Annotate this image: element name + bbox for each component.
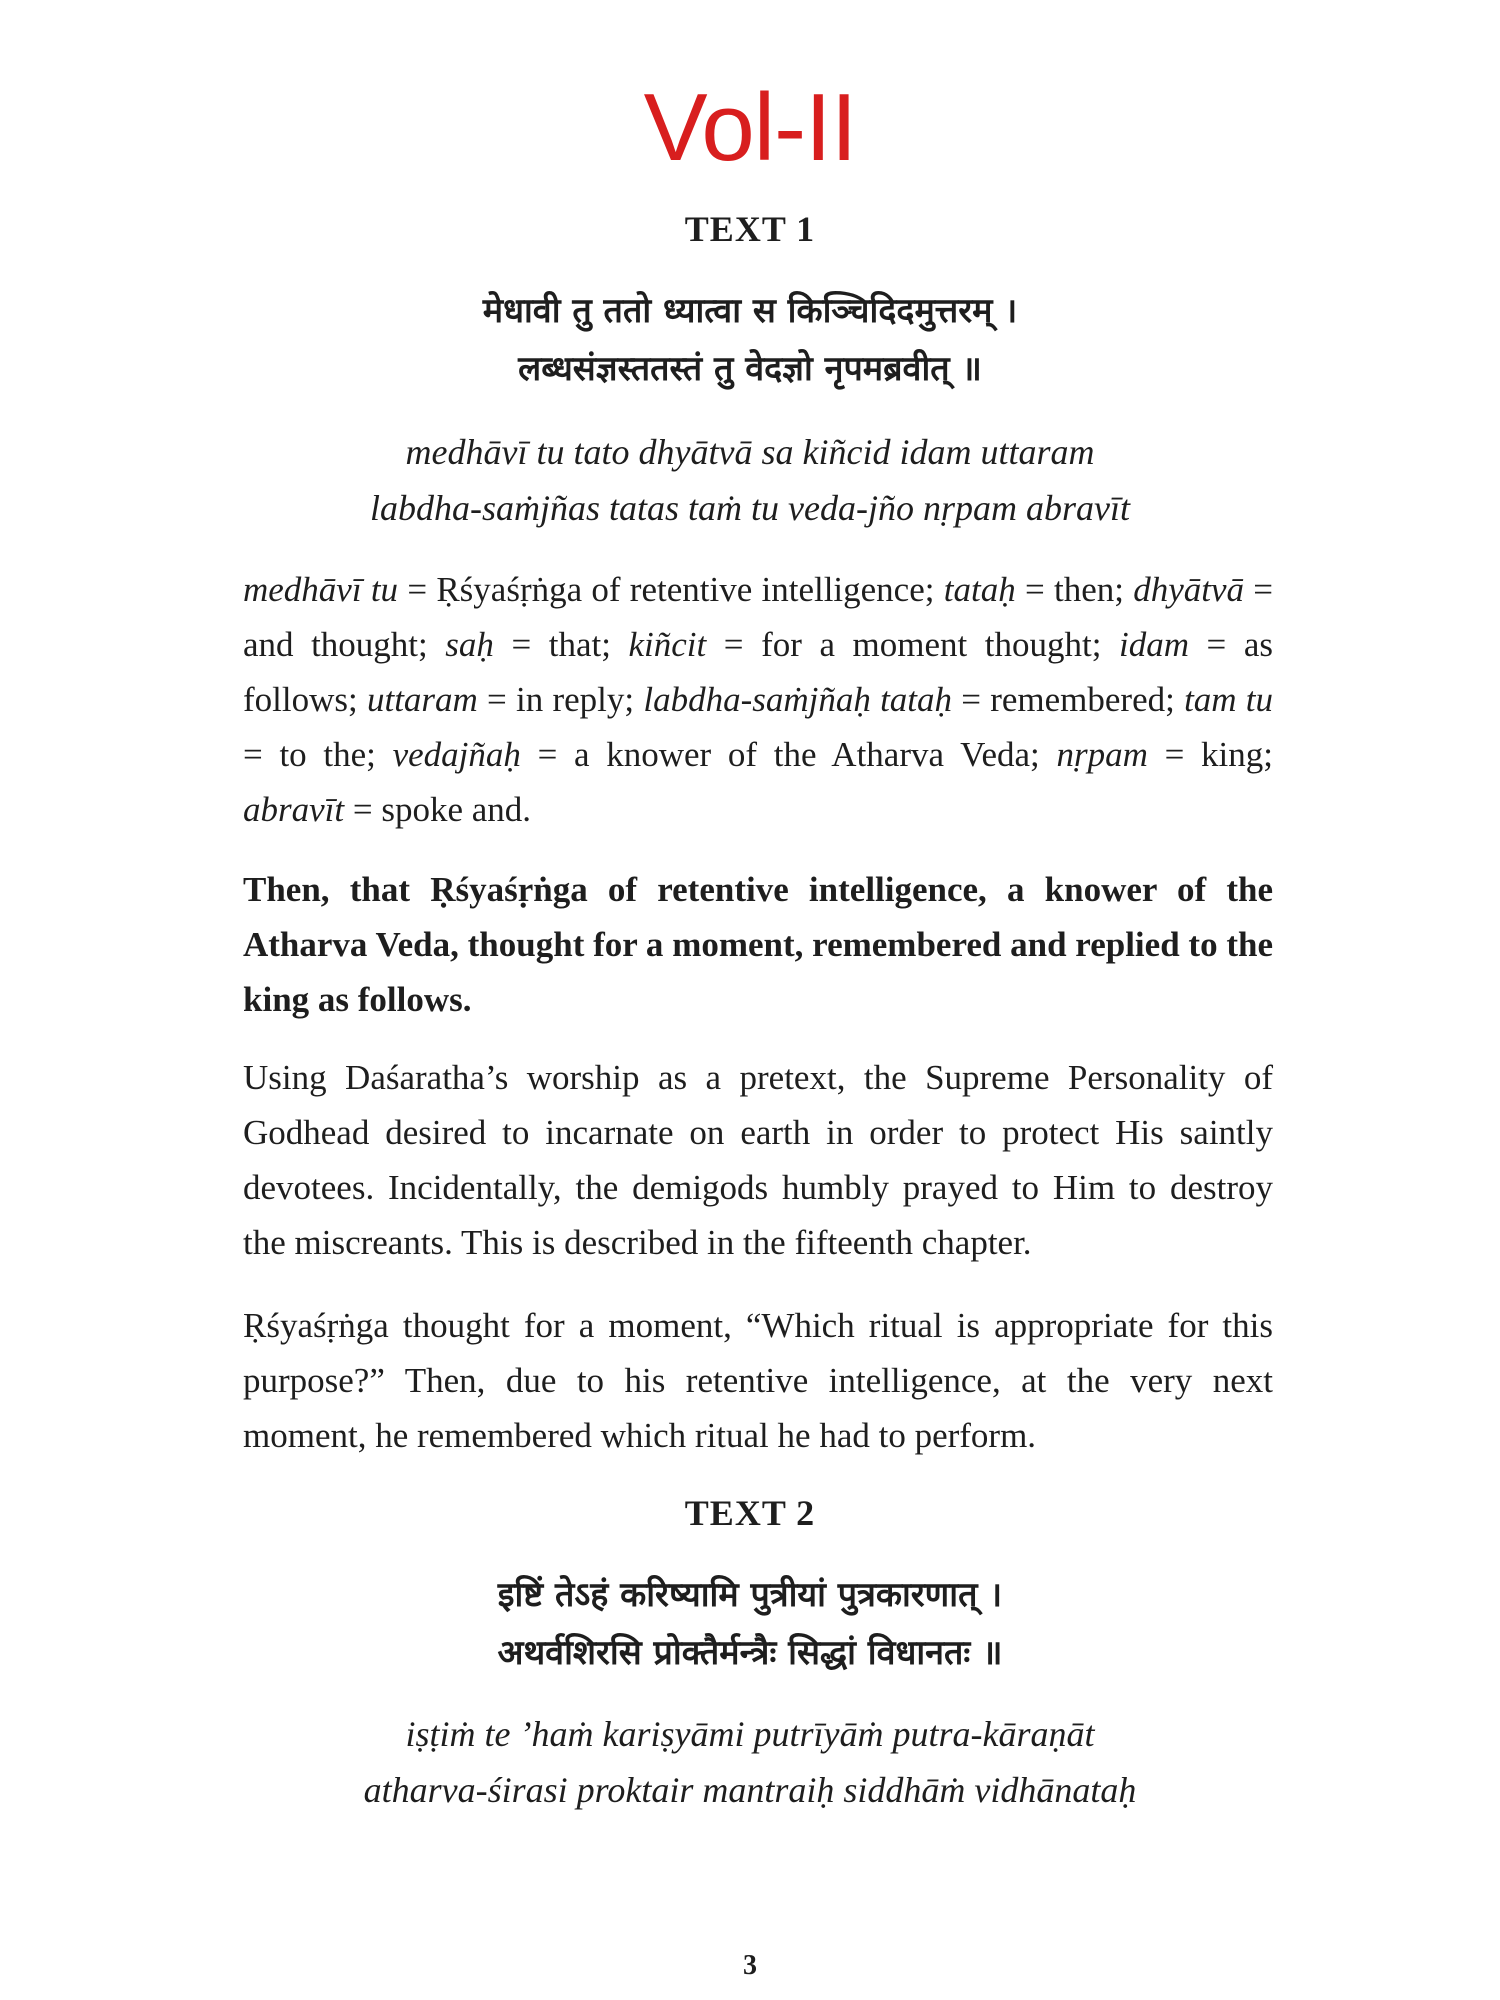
text-1-sanskrit-verse: [0, 282, 1500, 398]
synonym-term: uttaram = in reply;: [366, 680, 635, 719]
transliteration-line: medhāvī tu tato dhyātvā sa kiñcid idam uttaram: [405, 432, 1095, 472]
synonym-term: idam = as follows;: [243, 625, 1273, 719]
text-1-synonyms: [243, 562, 1273, 837]
volume-title: Vol-II: [643, 74, 857, 181]
synonym-term: dhyātvā = and thought;: [243, 570, 1274, 664]
text-1-purport-paragraph: Using Daśaratha’s worship as a pretext, the Supreme Personality of Godhead desired to incarnate on earth in order to protect His saintly devotees. Incidentally, the demigods humbly prayed to Him to destroy the miscreants. This is described in the fifteenth chapter.: [243, 1058, 1273, 1262]
synonym-term: medhāvī tu = Ṛśyaśṛṅga of retentive intelligence;: [243, 570, 935, 609]
synonym-term: vedajñaḥ = a knower of the Atharva Veda;: [392, 735, 1040, 774]
text-1-purport-paragraph: Ṛśyaśṛṅga thought for a moment, “Which ritual is appropriate for this purpose?” Then, due to his retentive intelligence, at the very next moment, he remembered which ritual he had to perform.: [243, 1306, 1273, 1455]
sanskrit-line: मेधावी तु ततो ध्यात्वा स किञ्चिदिदमुत्तरम् ।: [482, 291, 1018, 331]
text-1-transliteration: [0, 424, 1500, 536]
synonym-term: nṛpam = king;: [1056, 735, 1273, 774]
sanskrit-line: अथर्वशिरसि प्रोक्तैर्मन्त्रैः सिद्धां विधानतः ॥: [497, 1633, 1003, 1673]
text-2-transliteration: [0, 1706, 1500, 1818]
text-1-translation: Then, that Ṛśyaśṛṅga of retentive intelligence, a knower of the Atharva Veda, thought for a moment, remembered and replied to the king as follows.: [243, 870, 1273, 1019]
page-number: 3: [743, 1950, 757, 1981]
sanskrit-line: इष्टिं तेऽहं करिष्यामि पुत्रीयां पुत्रकारणात् ।: [497, 1575, 1003, 1615]
transliteration-line: atharva-śirasi proktair mantraiḥ siddhāṁ vidhānataḥ: [363, 1770, 1137, 1810]
transliteration-line: iṣṭiṁ te ’haṁ kariṣyāmi putrīyāṁ putra-kāraṇāt: [405, 1714, 1095, 1754]
sanskrit-line: लब्धसंज्ञस्ततस्तं तु वेदज्ञो नृपमब्रवीत् ॥: [518, 349, 982, 389]
synonym-term: tam tu = to the;: [243, 680, 1274, 774]
synonym-term: saḥ = that;: [445, 625, 611, 664]
synonym-term: kiñcit = for a moment thought;: [628, 625, 1102, 664]
synonym-term: labdha-saṁjñaḥ tataḥ = remembered;: [643, 680, 1175, 719]
synonym-term: abravīt = spoke and.: [243, 790, 532, 829]
transliteration-line: labdha-saṁjñas tatas taṁ tu veda-jño nṛpam abravīt: [370, 488, 1130, 528]
text-1-heading: TEXT 1: [684, 209, 816, 249]
text-2-heading: TEXT 2: [684, 1493, 816, 1533]
text-2-sanskrit-verse: [0, 1566, 1500, 1682]
synonym-term: tataḥ = then;: [943, 570, 1124, 609]
